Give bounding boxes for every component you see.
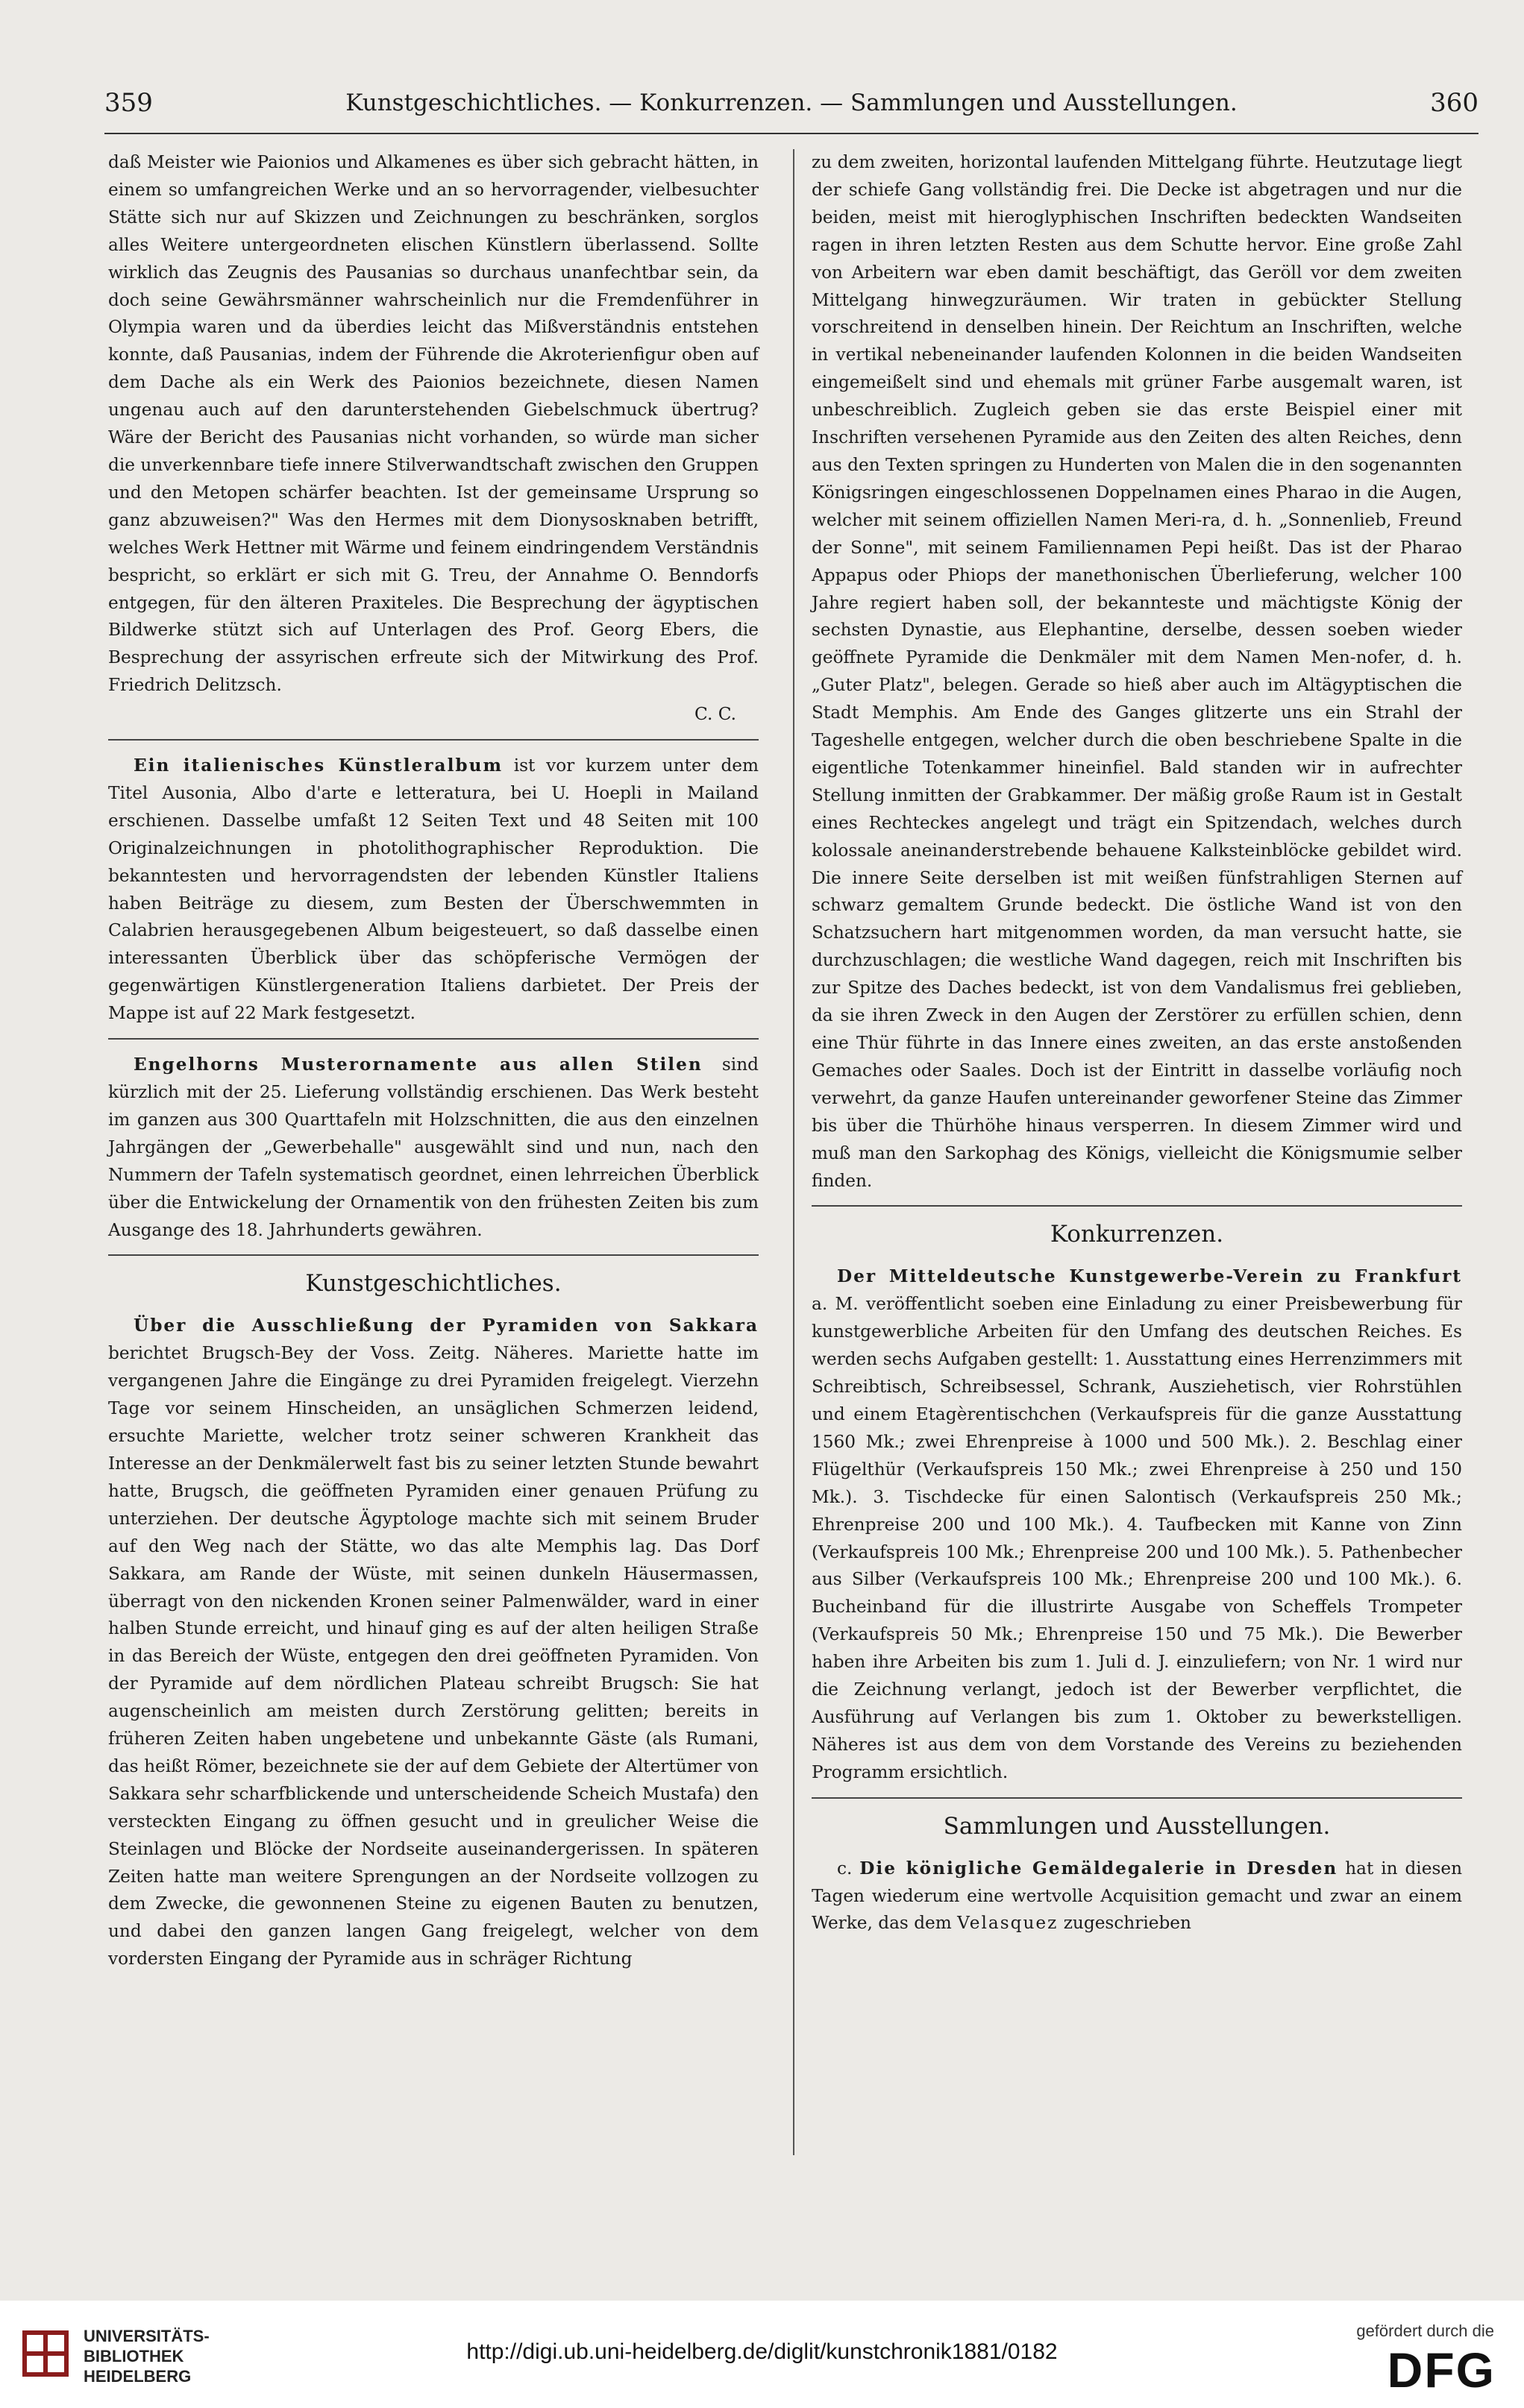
column-divider — [793, 149, 794, 2155]
library-line-2: BIBLIOTHEK — [84, 2347, 184, 2365]
paragraph-olympia: daß Meister wie Paionios und Alkamenes es über sich gebracht hätten, in einem so umfangreichen Werke und an so hervorragender, vielbesuchter Stätte sich nur auf Skizzen und Zeichnungen zu beschränken, sorglos alles Weitere untergeordneten elischen Künstlern überlassend. Sollte wirklich das Zeugnis des Pausanias so durchaus unanfechtbar sein, da doch seine Gewährsmänner wahrscheinlich nur die Fremdenführer in Olympia waren und da überdies leicht das Mißverständnis entstehen konnte, daß Pausanias, indem der Führende die Akroterienfigur oben auf dem Dache als ein Werk des Paionios bezeichnete, diesen Namen ungenau auch auf den darunterstehenden Giebelschmuck übertrug? Wäre der Bericht des Pausanias nicht vorhanden, so würde man sicher die unverkennbare tiefe innere Stilverwandtschaft zwischen den Gruppen und den Metopen schärfer beachten. Ist der gemeinsame Ursprung so ganz abzuweisen?" Was den Hermes mit dem Dionysosknaben betrifft, welches Werk Hettner mit Wärme und feinem eindringendem Verständnis bespricht, so erklärt er sich mit G. Treu, der Annahme O. Benndorfs entgegen, für den älteren Praxiteles. Die Besprechung der ägyptischen Bildwerke stützt sich auf Unterlagen des Prof. Georg Ebers, die Besprechung der assyrischen erfreute sich der Mitwirkung des Prof. Friedrich Delitzsch. — [108, 152, 759, 696]
lead-frankfurt: Der Mitteldeutsche Kunstgewerbe-Verein zu Frankfurt — [837, 1266, 1462, 1287]
separator-rule — [108, 739, 759, 741]
paragraph-pyramid-continued: zu dem zweiten, horizontal laufenden Mittelgang führte. Heutzutage liegt der schiefe Gang vollständig frei. Die Decke ist abgetragen und nur die beiden, meist mit hieroglyphischen Inschriften bedeckten Wandseiten ragen in ihren letzten Resten aus dem Schutte hervor. Eine große Zahl von Arbeitern war eben damit beschäftigt, das Geröll vor dem zweiten Mittelgang hinwegzuräumen. Wir traten in gebückter Stellung vorschreitend in denselben hinein. Der Reichtum an Inschriften, welche in vertikal nebeneinander laufenden Kolonnen in die beiden Wandseiten eingemeißelt sind und ehemals mit grüner Farbe ausgemalt waren, ist unbeschreiblich. Zugleich geben sie das erste Beispiel einer mit Inschriften versehenen Pyramide aus den Zeiten des alten Reiches, denn aus den Texten springen zu Hunderten von Malen die in den sogenannten Königsringen eingeschlossenen Doppelnamen eines Pharao in die Augen, welcher mit seinem offiziellen Namen Meri-ra, d. h. „Sonnenlieb, Freund der Sonne", mit seinem Familiennamen Pepi heißt. Das ist der Pharao Appapus oder Phiops der manethonischen Überlieferung, welcher 100 Jahre regiert haben soll, der bekannteste und mächtigste König der sechsten Dynastie, aus Elephantine, derselbe, dessen soeben wieder geöffnete Pyramide die Denkmäler mit dem Namen Men-nofer, d. h. „Guter Platz", belegen. Gerade so hieß aber auch im Altägyptischen die Stadt Memphis. Am Ende des Ganges glitzerte uns ein Strahl der Tageshelle entgegen, welcher durch die oben beschriebene Spalte in die eigentliche Totenkammer hineinfiel. Bald standen wir in aufrechter Stellung inmitten der Grabkammer. Der mäßig große Raum ist in Gestalt eines Rechteckes angelegt und trägt ein Spitzendach, welches durch kolossale aneinanderstrebende behauene Kalksteinblöcke gebildet wird. Die innere Seite derselben ist mit weißen fünfstrahligen Sternen auf schwarz gemaltem Grunde bedeckt. Die östliche Wand ist von den Schatzsuchern hart mitgenommen worden, da man versucht hatte, sie durchzuschlagen; die westliche Wand dagegen, reich mit Inschriften bis zur Spitze des Daches bedeckt, ist von dem Vandalismus frei geblieben, da sie ihren Zweck in den Augen der Zerstörer zu erfüllen schien, denn eine Thür führte in das Innere eines zweiten, an das erste anstoßenden Gemaches oder Saales. Doch ist der Eintritt in dasselbe vorläufig noch verwehrt, da ganze Haufen untereinander geworfener Steine das Zimmer bis über die Thürhöhe hinaus versperren. In diesem Zimmer wird und muß man den Sarkophag des Königs, vielleicht die Königsmumie selber finden. — [812, 152, 1462, 1191]
prefix-dresden: c. — [837, 1858, 860, 1879]
funding-note: gefördert durch die — [1356, 2321, 1494, 2340]
right-column — [812, 149, 1462, 1937]
permalink-url[interactable]: http://digi.ub.uni-heidelberg.de/diglit/kunstchronik1881/0182 — [466, 2339, 1058, 2364]
paragraph-engelhorn — [108, 1051, 759, 1244]
text-engelhorn: sind kürzlich mit der 25. Lieferung vollständig erschienen. Das Werk besteht im ganzen aus 300 Quarttafeln mit Holzschnitten, die aus den einzelnen Jahrgängen der „Gewerbehalle" ausgewählt sind und nun, nach den Nummern der Tafeln systematisch geordnet, einen lehrreichen Überblick über die Entwickelung der Ornamentik von den frühesten Zeiten bis zum Ausgange des 18. Jahrhunderts gewähren. — [108, 1054, 759, 1240]
library-line-3: HEIDELBERG — [84, 2367, 192, 2386]
page-number-left: 359 — [104, 88, 153, 118]
separator-rule — [108, 1038, 759, 1040]
page-header — [104, 88, 1478, 127]
page-number-right: 360 — [1430, 88, 1478, 118]
paragraph-ausonia — [108, 752, 759, 1028]
text-ausonia: ist vor kurzem unter dem Titel Ausonia, Albo d'arte e letteratura, bei U. Hoepli in Mailand erschienen. Dasselbe umfaßt 12 Seiten Text und 48 Seiten mit 100 Originalzeichnungen in photolithographischer Reproduktion. Die bekanntesten und hervorragendsten der lebenden Künstler Italiens haben Beiträge zu diesem, zum Besten der Überschwemmten in Calabrien herausgegebenen Album beigesteuert, so daß dasselbe einen interessanten Überblick über das schöpferische Vermögen der gegenwärtigen Künstlergeneration Italiens darbietet. Der Preis der Mappe ist auf 22 Mark festgesetzt. — [108, 755, 759, 1024]
paragraph-sakkara — [108, 1313, 759, 1973]
separator-rule — [812, 1797, 1462, 1799]
author-signature: C. C. — [694, 704, 736, 725]
section-heading-konkurrenzen: Konkurrenzen. — [1050, 1221, 1224, 1248]
paragraph-dresden — [812, 1855, 1462, 1938]
lead-sakkara: Über die Ausschließung der Pyramiden von Sakkara — [134, 1315, 759, 1336]
lead-engelhorn: Engelhorns Musterornamente aus allen Stilen — [134, 1054, 703, 1075]
text-dresden-end: zugeschrieben — [1058, 1913, 1191, 1934]
section-heading-sammlungen: Sammlungen und Ausstellungen. — [943, 1812, 1331, 1840]
library-line-1: UNIVERSITÄTS- — [84, 2327, 210, 2345]
digitization-footer — [0, 2301, 1524, 2408]
separator-rule — [812, 1205, 1462, 1207]
separator-rule — [108, 1254, 759, 1256]
text-dresden: hat in diesen Tagen wiederum eine wertvolle Acquisition gemacht und zwar an einem Werke, das dem — [812, 1858, 1462, 1934]
name-velasquez: Velasquez — [957, 1913, 1059, 1934]
header-rule — [104, 133, 1478, 134]
text-sakkara: berichtet Brugsch-Bey der Voss. Zeitg. Näheres. Mariette hatte im vergangenen Jahre die Eingänge zu drei Pyramiden freigelegt. Vierzehn Tage vor seinem Hinscheiden, an unsäglichen Schmerzen leidend, ersuchte Mariette, welcher trotz seiner schweren Krankheit das Interesse an der Denkmälerwelt fast bis zu seiner letzten Stunde bewahrt hatte, Brugsch, die geöffneten Pyramiden einer genauen Prüfung zu unterziehen. Der deutsche Ägyptologe machte sich mit seinem Bruder auf den Weg nach der Stätte, wo das alte Memphis lag. Das Dorf Sakkara, am Rande der Wüste, mit seinen dunkeln Häusermassen, überragt von den nickenden Kronen seiner Palmenwälder, ward in einer halben Stunde erreicht, und hinauf ging es auf der alten heiligen Straße in das Bereich der Wüste, entgegen den drei geöffneten Pyramiden. Von der Pyramide auf dem nördlichen Plateau schreibt Brugsch: Sie hat augenscheinlich am meisten durch Zerstörung gelitten; bereits in früheren Zeiten haben ungebetene und unbekannte Gäste (als Rumani, das heißt Römer, bezeichnete sie der auf dem Gebiete der Altertümer von Sakkara sehr scharfblickende und unterscheidende Scheich Mustafa) den versteckten Eingang zu öffnen gesucht und in greulicher Weise die Steinlagen und Blöcke der Nordseite auseinandergerissen. In späteren Zeiten hatte man weitere Sprengungen an der Nordseite vollzogen zu dem Zwecke, die gewonnenen Steine zu eigenen Bauten zu benutzen, und dabei den ganzen langen Gang freigelegt, welcher von dem vordersten Eingang der Pyramide aus in schräger Richtung — [108, 1343, 759, 1970]
section-heading-kunstgeschichtliches: Kunstgeschichtliches. — [305, 1270, 562, 1298]
running-title: Kunstgeschichtliches. — Konkurrenzen. — Sammlungen und Ausstellungen. — [345, 89, 1238, 116]
text-frankfurt: a. M. veröffentlicht soeben eine Einladung zu einer Preisbewerbung für kunstgewerbliche Arbeiten für den Umfang des deutschen Reiches. Es werden sechs Aufgaben gestellt: 1. Ausstattung eines Herrenzimmers mit Schreibtisch, Schreibsessel, Schrank, Ausziehetisch, vier Rohrstühlen und einem Etagèrentischchen (Verkaufspreis für die ganze Ausstattung 1560 Mk.; zwei Ehrenpreise à 1000 und 500 Mk.). 2. Beschlag einer Flügelthür (Verkaufspreis 150 Mk.; zwei Ehrenpreise à 250 und 150 Mk.). 3. Tischdecke für einen Salontisch (Verkaufspreis 250 Mk.; Ehrenpreise 200 und 100 Mk.). 4. Taufbecken mit Kanne von Zinn (Verkaufspreis 100 Mk.; Ehrenpreise 200 und 100 Mk.). 5. Pathenbecher aus Silber (Verkaufspreis 100 Mk.; Ehrenpreise 200 und 100 Mk.). 6. Bucheinband für die illustrirte Ausgabe von Scheffels Trompeter (Verkaufspreis 50 Mk.; Ehrenpreise 150 und 75 Mk.). Die Bewerber haben ihre Arbeiten bis zum 1. Juli d. J. einzuliefern; von Nr. 1 wird nur die Zeichnung verlangt, jedoch ist der Bewerber verpflichtet, die Ausführung auf Verlangen bis zum 1. Oktober zu bewerkstelligen. Näheres ist aus dem von dem Vorstande des Vereins zu beziehenden Programm ersichtlich. — [812, 1294, 1462, 1782]
lead-dresden: Die königliche Gemäldegalerie in Dresden — [859, 1858, 1338, 1879]
lead-ausonia: Ein italienisches Künstleralbum — [134, 755, 503, 776]
dfg-logo: DFG — [1387, 2342, 1496, 2398]
left-column — [108, 149, 759, 1973]
paragraph-frankfurt — [812, 1263, 1462, 1786]
